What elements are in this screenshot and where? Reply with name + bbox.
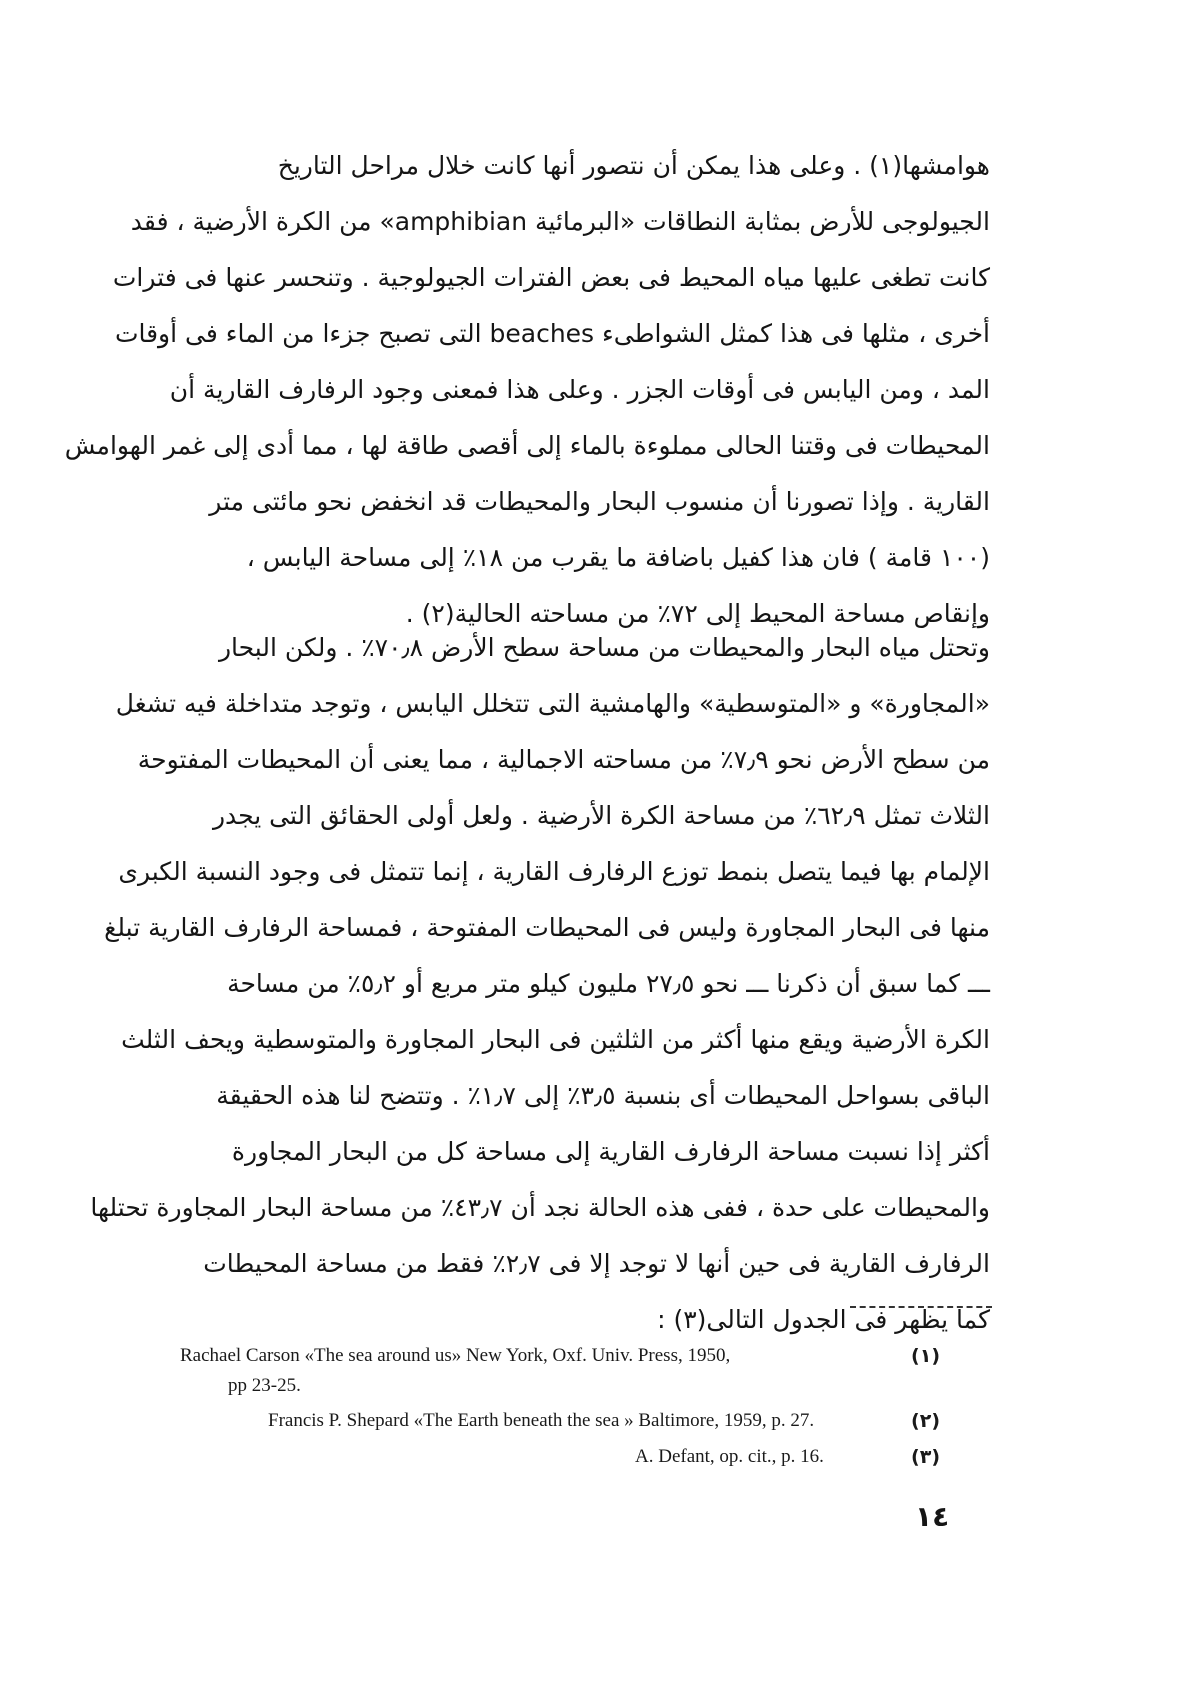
text-line: أخرى ، مثلها فى هذا كمثل الشواطىء beaches التى تصبح جزءا من الماء فى أوقات: [114, 319, 990, 348]
text-line: وإنقاص مساحة المحيط إلى ٧٢٪ من مساحته الحالية(٢) .: [405, 599, 990, 628]
text-line: وتحتل مياه البحار والمحيطات من مساحة سطح الأرض ٧٠٫٨٪ . ولكن البحار: [218, 633, 990, 662]
footnote-text: A. Defant, op. cit., p. 16.: [635, 1446, 824, 1467]
text-line: الجيولوجى للأرض بمثابة النطاقات «البرمائية amphibian» من الكرة الأرضية ، فقد: [130, 207, 990, 236]
text-line: الثلاث تمثل ٦٢٫٩٪ من مساحة الكرة الأرضية . ولعل أولى الحقائق التى يجدر: [212, 801, 990, 830]
text-line: القارية . وإذا تصورنا أن منسوب البحار والمحيطات قد انخفض نحو مائتى متر: [209, 487, 990, 516]
text-line: منها فى البحار المجاورة وليس فى المحيطات المفتوحة ، فمساحة الرفارف القارية تبلغ: [104, 913, 990, 942]
text-line: (١٠٠ قامة ) فان هذا كفيل باضافة ما يقرب من ١٨٪ إلى مساحة اليابس ،: [246, 543, 990, 572]
footnote-text: pp 23-25.: [228, 1375, 301, 1396]
footnote-1-continuation: [228, 1375, 301, 1397]
text-line: الكرة الأرضية ويقع منها أكثر من الثلثين فى البحار المجاورة والمتوسطية ويحف الثلث: [121, 1025, 990, 1054]
footnote-number: (١): [911, 1345, 940, 1367]
page-number: ١٤: [915, 1500, 950, 1533]
paragraph-1: [64, 138, 990, 642]
text-line: كما يظهر فى الجدول التالى(٣) :: [657, 1305, 990, 1334]
footnote-separator: [850, 1306, 992, 1308]
text-line: هوامشها(١) . وعلى هذا يمكن أن نتصور أنها كانت خلال مراحل التاريخ: [277, 151, 990, 180]
text-line: ـــ كما سبق أن ذكرنا ـــ نحو ٢٧٫٥ مليون كيلو متر مربع أو ٥٫٢٪ من مساحة: [227, 969, 990, 998]
text-line: من سطح الأرض نحو ٧٫٩٪ من مساحته الاجمالية ، مما يعنى أن المحيطات المفتوحة: [137, 745, 990, 774]
text-line: والمحيطات على حدة ، ففى هذه الحالة نجد أن ٤٣٫٧٪ من مساحة البحار المجاورة تحتلها: [90, 1193, 990, 1222]
text-line: الباقى بسواحل المحيطات أى بنسبة ٣٫٥٪ إلى ١٫٧٪ . وتتضح لنا هذه الحقيقة: [216, 1081, 990, 1110]
footnote-text: Francis P. Shepard «The Earth beneath the sea » Baltimore, 1959, p. 27.: [268, 1410, 815, 1431]
footnote-text: Rachael Carson «The sea around us» New York, Oxf. Univ. Press, 1950,: [180, 1345, 731, 1366]
text-line: أكثر إذا نسبت مساحة الرفارف القارية إلى مساحة كل من البحار المجاورة: [231, 1137, 990, 1166]
footnote-number: (٣): [911, 1446, 940, 1468]
text-line: «المجاورة» و «المتوسطية» والهامشية التى تتخلل اليابس ، وتوجد متداخلة فيه تشغل: [115, 689, 990, 718]
text-line: المد ، ومن اليابس فى أوقات الجزر . وعلى هذا فمعنى وجود الرفارف القارية أن: [169, 375, 990, 404]
footnote-number: (٢): [911, 1410, 940, 1432]
text-line: كانت تطغى عليها مياه المحيط فى بعض الفترات الجيولوجية . وتنحسر عنها فى فترات: [112, 263, 990, 292]
text-line: الرفارف القارية فى حين أنها لا توجد إلا فى ٢٫٧٪ فقط من مساحة المحيطات: [203, 1249, 990, 1278]
text-line: الإلمام بها فيما يتصل بنمط توزع الرفارف القارية ، إنما تتمثل فى وجود النسبة الكبرى: [118, 857, 990, 886]
text-line: المحيطات فى وقتنا الحالى مملوءة بالماء إلى أقصى طاقة لها ، مما أدى إلى غمر الهوامش: [64, 431, 990, 460]
paragraph-2: [90, 620, 990, 1348]
